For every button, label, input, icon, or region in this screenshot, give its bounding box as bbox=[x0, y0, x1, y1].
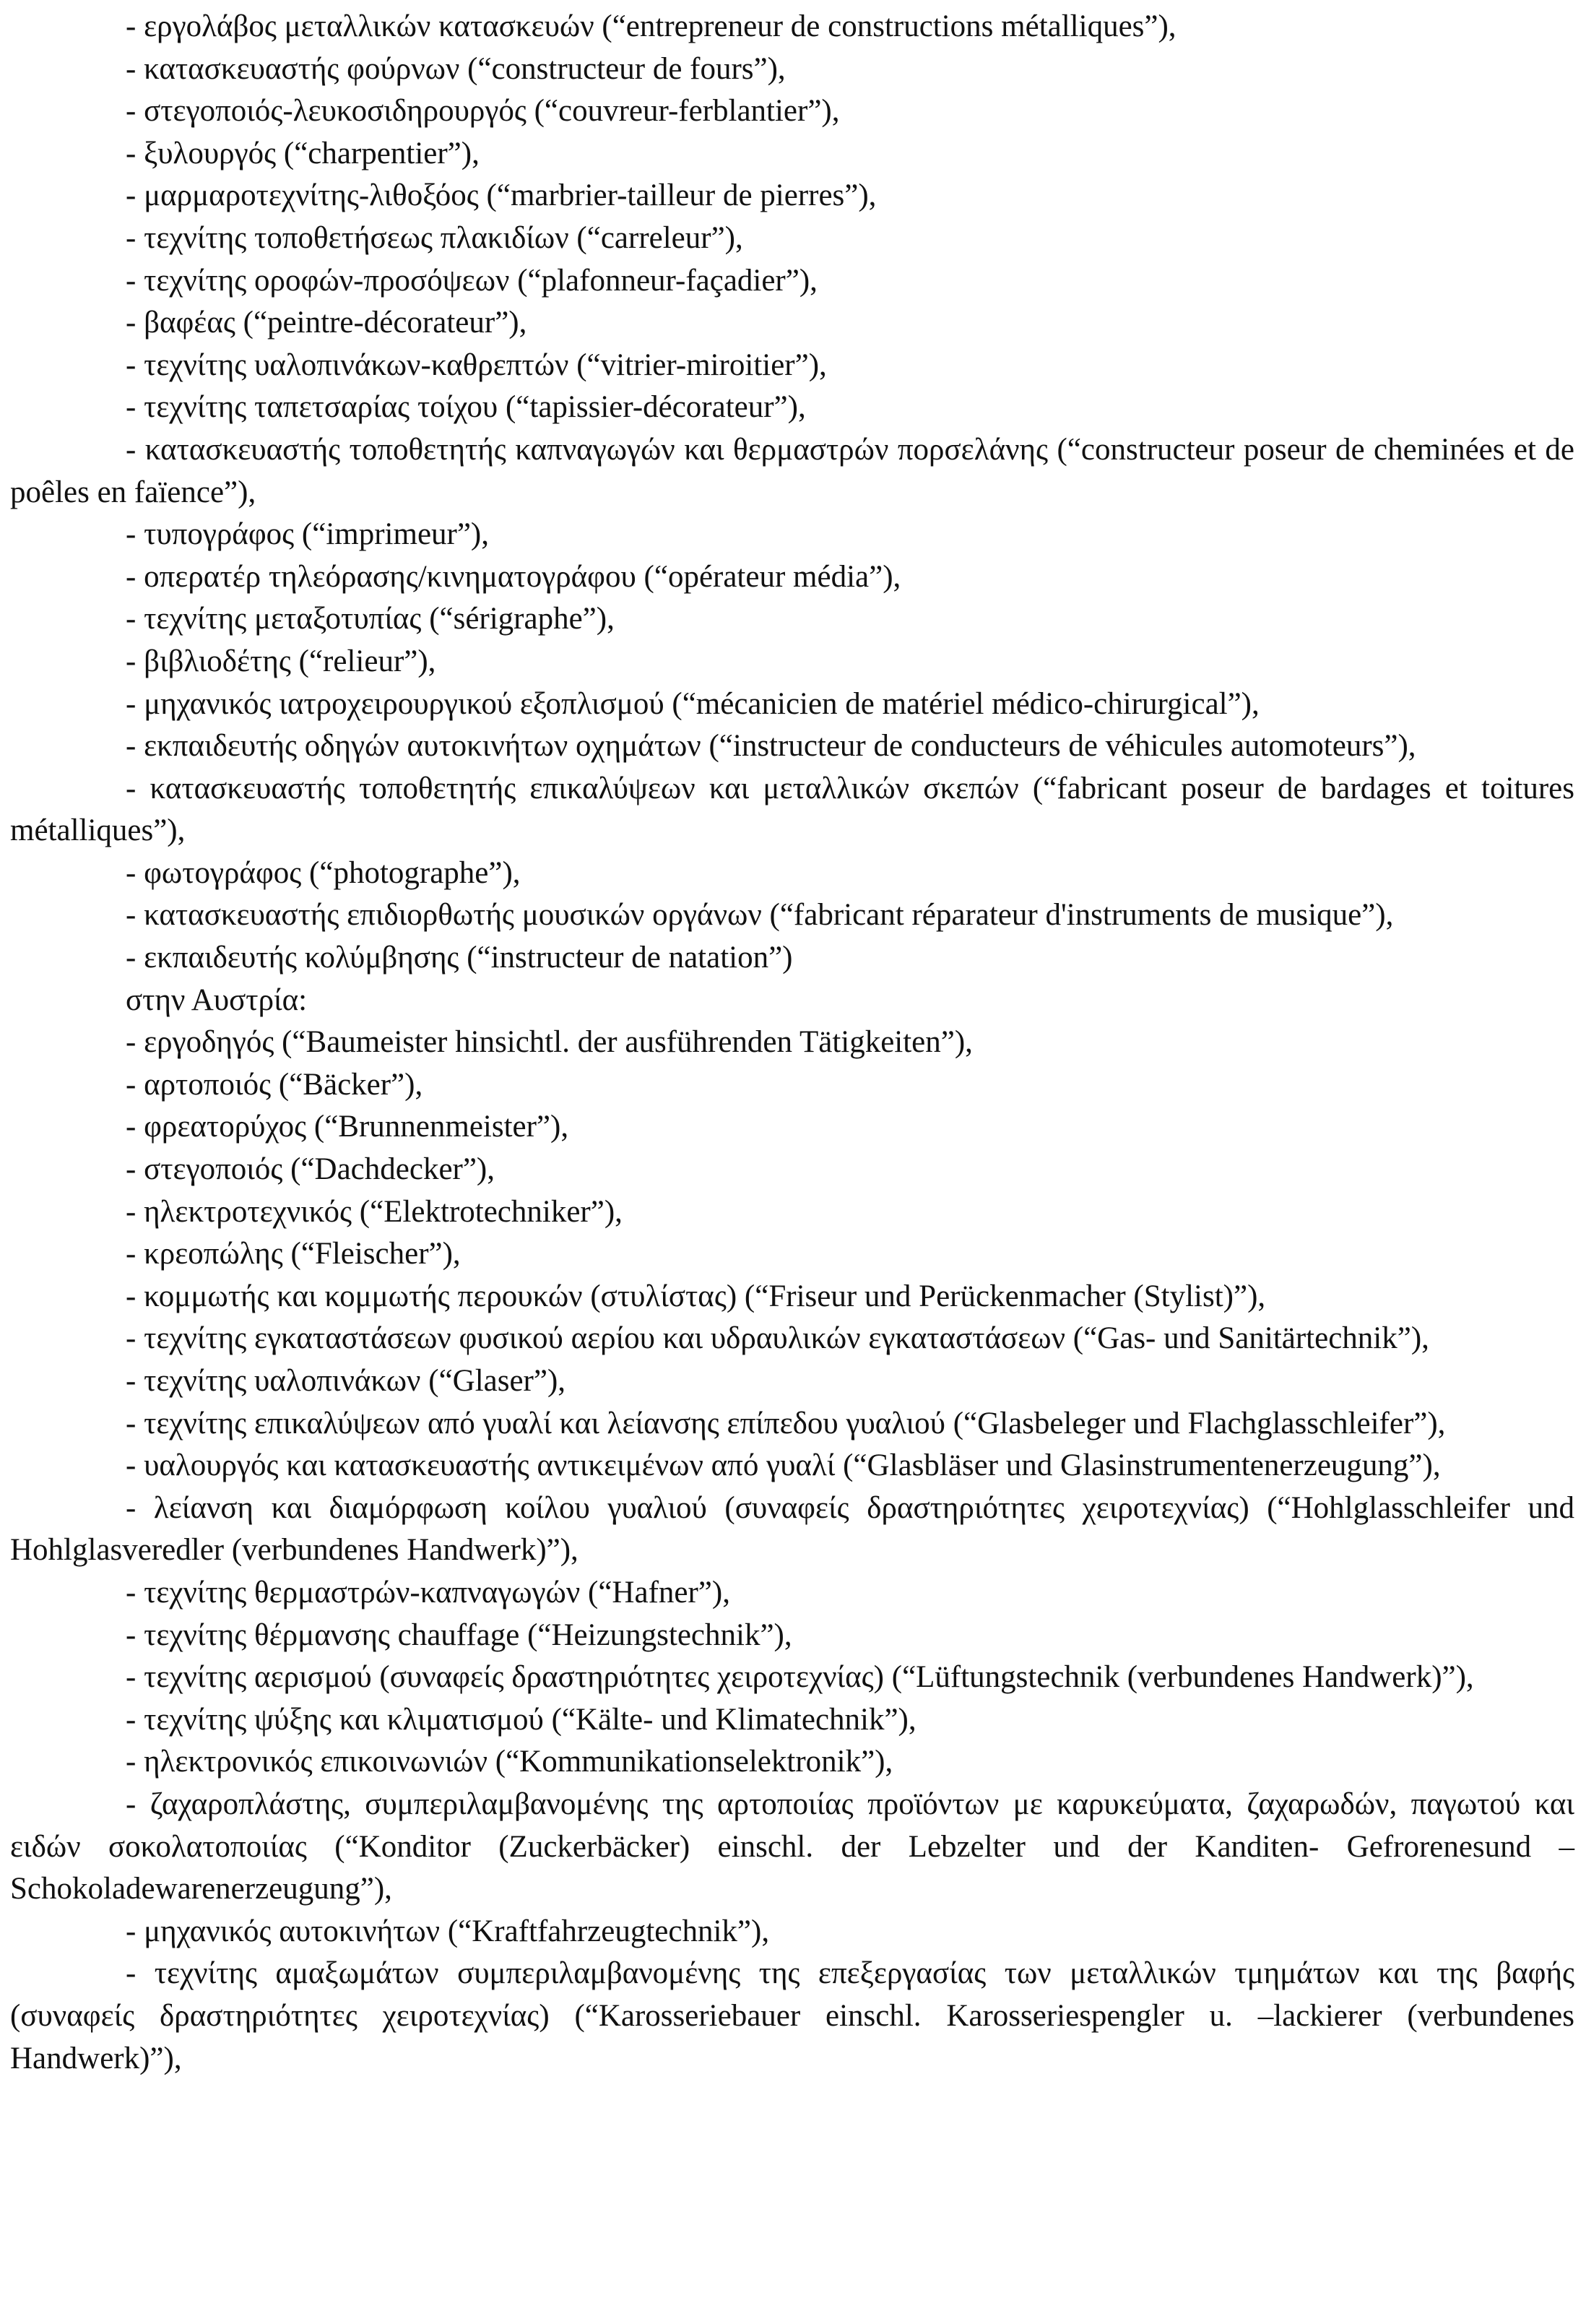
occupation-item: - κατασκευαστής τοποθετητής επικαλύψεων και μεταλλικών σκεπών (“fabricant poseur de bardages et toitures métalliques”), bbox=[10, 771, 1574, 848]
occupation-item: - κατασκευαστής επιδιορθωτής μουσικών οργάνων (“fabricant réparateur d'instruments de musique”), bbox=[126, 898, 1394, 933]
occupation-item: - τεχνίτης υαλοπινάκων (“Glaser”), bbox=[126, 1364, 566, 1398]
occupation-item: - τεχνίτης τοποθετήσεως πλακιδίων (“carreleur”), bbox=[126, 220, 743, 255]
occupation-item: - εκπαιδευτής κολύμβησης (“instructeur de natation”) bbox=[126, 941, 793, 975]
occupation-item: - ηλεκτροτεχνικός (“Elektrotechniker”), bbox=[126, 1194, 623, 1229]
occupation-item: - κατασκευαστής τοποθετητής καπναγωγών και θερμαστρών πορσελάνης (“constructeur poseur de cheminées et de poêles en faïence”), bbox=[10, 432, 1574, 509]
occupation-item: - τεχνίτης θέρμανσης chauffage (“Heizungstechnik”), bbox=[126, 1617, 792, 1652]
occupation-item: - κατασκευαστής φούρνων (“constructeur de fours”), bbox=[126, 51, 786, 86]
occupation-item: - φωτογράφος (“photographe”), bbox=[126, 855, 521, 890]
occupation-item: - στεγοποιός (“Dachdecker”), bbox=[126, 1152, 495, 1187]
occupation-item: - τυπογράφος (“imprimeur”), bbox=[126, 517, 490, 552]
occupation-item: - ηλεκτρονικός επικοινωνιών (“Kommunikationselektronik”), bbox=[126, 1745, 893, 1779]
occupation-item: - τεχνίτης ταπετσαρίας τοίχου (“tapissier-décorateur”), bbox=[126, 390, 806, 425]
occupation-item: - τεχνίτης επικαλύψεων από γυαλί και λείανσης επίπεδου γυαλιού (“Glasbeleger und Flachglasschleifer”), bbox=[126, 1406, 1446, 1440]
occupation-item: - εργοδηγός (“Baumeister hinsichtl. der ausführenden Tätigkeiten”), bbox=[126, 1025, 973, 1060]
occupation-item: - τεχνίτης ψύξης και κλιματισμού (“Kälte- und Klimatechnik”), bbox=[126, 1702, 916, 1737]
occupation-item: - μαρμαροτεχνίτης-λιθοξόος (“marbrier-tailleur de pierres”), bbox=[126, 178, 877, 213]
occupation-item: - φρεατορύχος (“Brunnenmeister”), bbox=[126, 1110, 569, 1144]
occupation-item: - αρτοποιός (“Bäcker”), bbox=[126, 1067, 423, 1102]
occupation-item: - μηχανικός ιατροχειρουργικού εξοπλισμού (“mécanicien de matériel médico-chirurgical”), bbox=[126, 686, 1260, 721]
section-heading-austria: στην Αυστρία: bbox=[126, 982, 308, 1017]
occupation-item: - τεχνίτης οροφών-προσόψεων (“plafonneur-façadier”), bbox=[126, 263, 818, 298]
occupation-item: - τεχνίτης εγκαταστάσεων φυσικού αερίου και υδραυλικών εγκαταστάσεων (“Gas- und Sanitärtechnik”), bbox=[126, 1321, 1429, 1356]
occupation-list-austria bbox=[10, 1021, 1574, 2080]
occupation-item: - στεγοποιός-λευκοσιδηρουργός (“couvreur-ferblantier”), bbox=[126, 94, 840, 129]
occupation-item: - μηχανικός αυτοκινήτων (“Kraftfahrzeugtechnik”), bbox=[126, 1914, 770, 1948]
occupation-item: - ξυλουργός (“charpentier”), bbox=[126, 136, 480, 170]
occupation-item: - τεχνίτης υαλοπινάκων-καθρεπτών (“vitrier-miroitier”), bbox=[126, 347, 827, 382]
occupation-item: - τεχνίτης αμαξωμάτων συμπεριλαμβανομένης της επεξεργασίας των μεταλλικών τμημάτων και της βαφής (συναφείς δραστηριότητες χειροτεχνίας) (“Karosseriebauer einschl. Karosseriespengler u. –lackierer (verbundenes Handwerk)”), bbox=[10, 1956, 1574, 2075]
occupation-item: - εργολάβος μεταλλικών κατασκευών (“entrepreneur de constructions métalliques”), bbox=[126, 9, 1176, 43]
occupation-item: - τεχνίτης θερμαστρών-καπναγωγών (“Hafner”), bbox=[126, 1575, 730, 1610]
occupation-list-france bbox=[10, 6, 1574, 980]
occupation-item: - βαφέας (“peintre-décorateur”), bbox=[126, 306, 527, 340]
occupation-item: - τεχνίτης μεταξοτυπίας (“sérigraphe”), bbox=[126, 602, 615, 636]
occupation-item: - τεχνίτης αερισμού (συναφείς δραστηριότητες χειροτεχνίας) (“Lüftungstechnik (verbundenes Handwerk)”), bbox=[126, 1660, 1474, 1695]
occupation-item: - οπερατέρ τηλεόρασης/κινηματογράφου (“opérateur média”), bbox=[126, 559, 901, 594]
occupation-item: - βιβλιοδέτης (“relieur”), bbox=[126, 644, 436, 678]
occupation-item: - κρεοπώλης (“Fleischer”), bbox=[126, 1237, 461, 1271]
occupation-item: - λείανση και διαμόρφωση κοίλου γυαλιού (συναφείς δραστηριότητες χειροτεχνίας) (“Hohlglasschleifer und Hohlglasveredler (verbundenes Handwerk)”), bbox=[10, 1490, 1574, 1568]
occupation-item: - υαλουργός και κατασκευαστής αντικειμένων από γυαλί (“Glasbläser und Glasinstrumentenerzeugung”), bbox=[126, 1448, 1441, 1483]
occupation-item: - εκπαιδευτής οδηγών αυτοκινήτων οχημάτων (“instructeur de conducteurs de véhicules automoteurs”), bbox=[126, 729, 1416, 764]
occupation-item: - ζαχαροπλάστης, συμπεριλαμβανομένης της αρτοποιίας προϊόντων με καρυκεύματα, ζαχαρωδών, παγωτού και ειδών σοκολατοποιίας (“Konditor (Zuckerbäcker) einschl. der Lebzelter und der Kanditen- Gefrorenesund –Schokoladewarenerzeugung”), bbox=[10, 1787, 1574, 1906]
document-page bbox=[10, 6, 1574, 2080]
occupation-item: - κομμωτής και κομμωτής περουκών (στυλίστας) (“Friseur und Perückenmacher (Stylist)”), bbox=[126, 1279, 1266, 1313]
